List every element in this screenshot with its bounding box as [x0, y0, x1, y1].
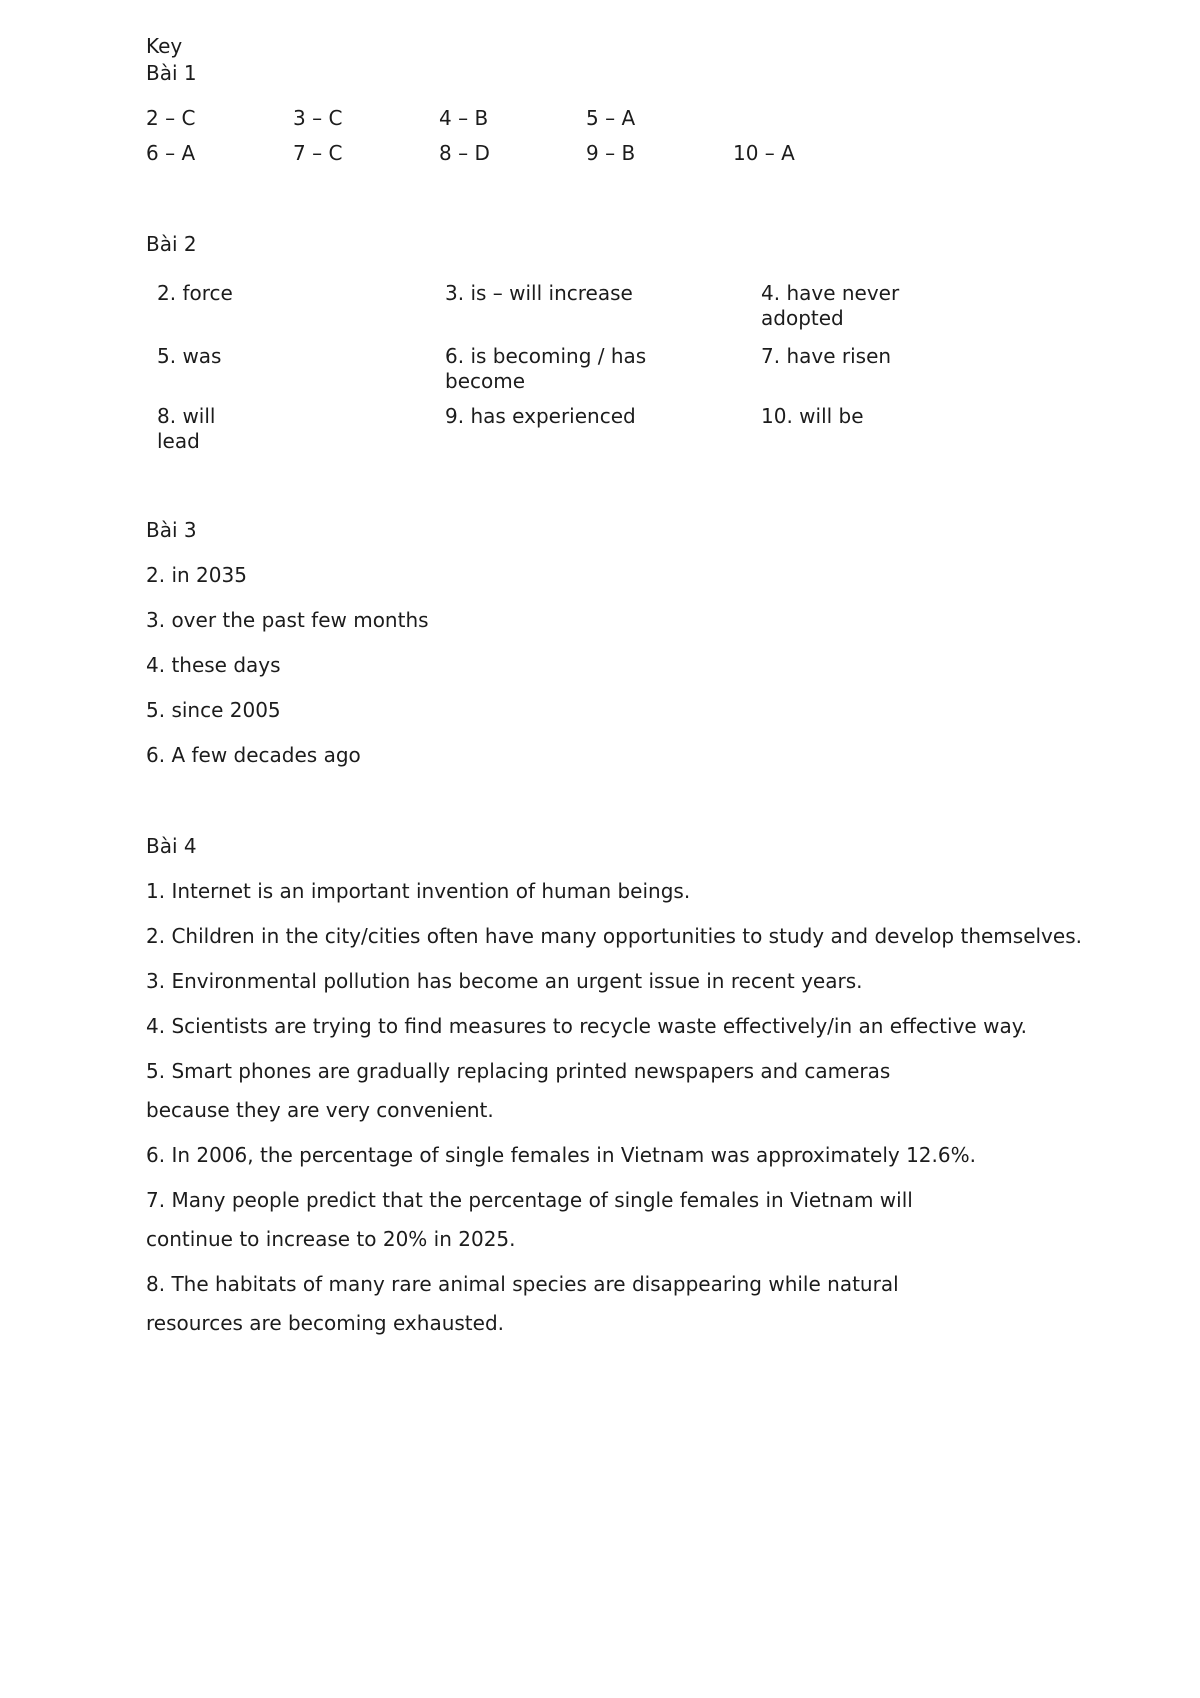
bai1-heading: Bài 1: [146, 61, 197, 85]
bai2-answer: 8. will lead: [157, 404, 216, 453]
bai3-heading: Bài 3: [146, 518, 197, 542]
bai2-answer: 10. will be: [761, 404, 864, 428]
bai4-item: 7. Many people predict that the percentage of single females in Vietnam will: [146, 1188, 913, 1212]
bai4-item: 5. Smart phones are gradually replacing printed newspapers and cameras: [146, 1059, 891, 1083]
bai4-heading: Bài 4: [146, 834, 197, 858]
bai1-answer: 4 – B: [439, 106, 489, 130]
bai4-item: 2. Children in the city/cities often have many opportunities to study and develop themselves.: [146, 924, 1082, 948]
bai3-item: 5. since 2005: [146, 698, 281, 722]
bai3-item: 6. A few decades ago: [146, 743, 361, 767]
bai1-answer: 10 – A: [733, 141, 795, 165]
bai4-item-continuation: continue to increase to 20% in 2025.: [146, 1227, 516, 1251]
bai4-item: 1. Internet is an important invention of human beings.: [146, 879, 691, 903]
bai3-item: 4. these days: [146, 653, 281, 677]
bai1-answer: 6 – A: [146, 141, 196, 165]
bai4-item: 6. In 2006, the percentage of single females in Vietnam was approximately 12.6%.: [146, 1143, 976, 1167]
bai4-item: 3. Environmental pollution has become an urgent issue in recent years.: [146, 969, 863, 993]
document-title: Key: [146, 34, 183, 58]
bai1-answer: 9 – B: [586, 141, 636, 165]
bai3-item: 3. over the past few months: [146, 608, 429, 632]
bai2-answer: 6. is becoming / has become: [445, 344, 647, 393]
bai2-answer: 3. is – will increase: [445, 281, 633, 305]
bai4-item: 4. Scientists are trying to find measures to recycle waste effectively/in an effective way.: [146, 1014, 1028, 1038]
bai3-item: 2. in 2035: [146, 563, 247, 587]
bai2-answer: 2. force: [157, 281, 233, 305]
bai1-answer: 2 – C: [146, 106, 196, 130]
bai2-heading: Bài 2: [146, 232, 197, 256]
bai4-item: 8. The habitats of many rare animal species are disappearing while natural: [146, 1272, 899, 1296]
bai1-answer: 3 – C: [293, 106, 343, 130]
bai1-answer: 5 – A: [586, 106, 636, 130]
bai1-answer: 8 – D: [439, 141, 490, 165]
bai4-item-continuation: because they are very convenient.: [146, 1098, 494, 1122]
bai2-answer: 5. was: [157, 344, 222, 368]
bai2-answer: 7. have risen: [761, 344, 892, 368]
bai1-answer: 7 – C: [293, 141, 343, 165]
bai4-item-continuation: resources are becoming exhausted.: [146, 1311, 504, 1335]
bai2-answer: 9. has experienced: [445, 404, 636, 428]
bai2-answer: 4. have never adopted: [761, 281, 900, 330]
